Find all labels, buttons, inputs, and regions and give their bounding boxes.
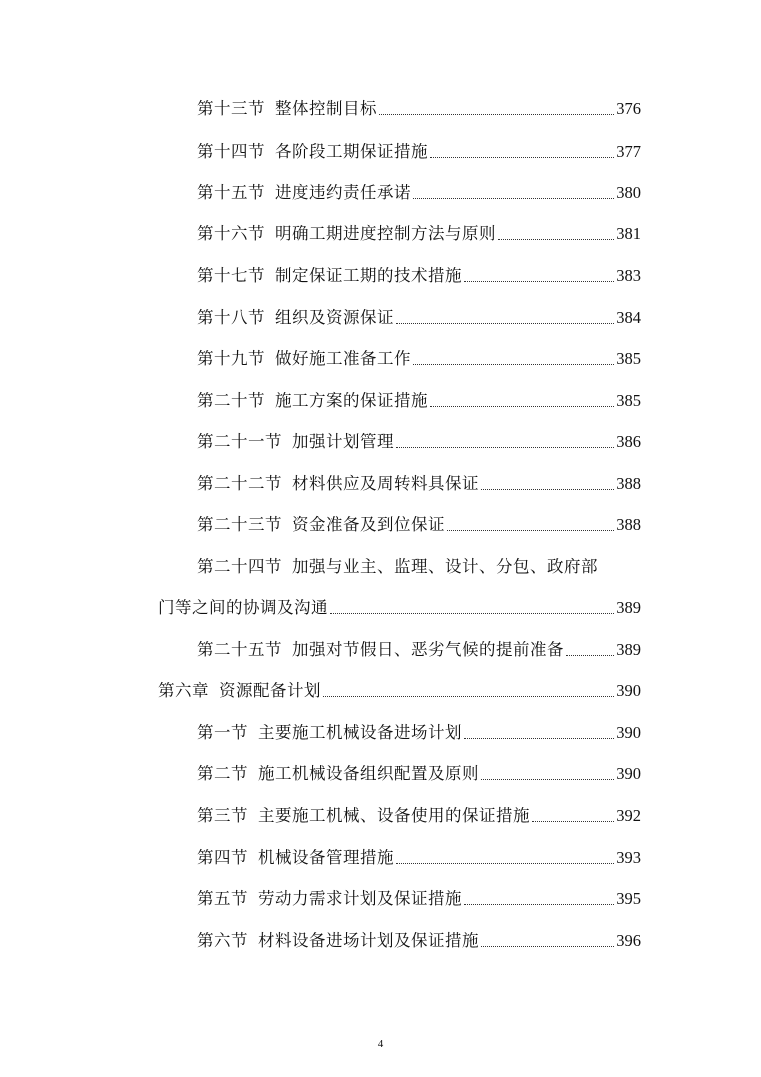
- toc-entry-title: 加强计划管理: [292, 432, 394, 451]
- toc-entry-page: 388: [616, 515, 641, 534]
- toc-entry-number: 第六节: [197, 931, 248, 950]
- dot-leader: [413, 363, 614, 365]
- toc-entry[interactable]: [197, 472, 641, 496]
- toc-entry-title: 整体控制目标: [275, 99, 377, 118]
- toc-entry[interactable]: [197, 264, 641, 288]
- dot-leader: [481, 778, 614, 780]
- toc-entry[interactable]: [197, 887, 641, 911]
- toc-entry-title: 组织及资源保证: [275, 308, 394, 327]
- toc-entry-number: 第十七节: [197, 266, 265, 285]
- toc-entry-number: 第十五节: [197, 183, 265, 202]
- toc-entry-page: 388: [616, 474, 641, 493]
- toc-entry-number: 第十四节: [197, 142, 265, 161]
- toc-entry-page: 386: [616, 432, 641, 451]
- toc-entry-number: 第五节: [197, 889, 248, 908]
- toc-entry-title: 明确工期进度控制方法与原则: [275, 224, 496, 243]
- toc-entry-number: 第十八节: [197, 308, 265, 327]
- toc-entry-page: 389: [616, 640, 641, 659]
- toc-entry-title: 材料设备进场计划及保证措施: [258, 931, 479, 950]
- toc-entry-title: 施工方案的保证措施: [275, 391, 428, 410]
- toc-entry-page: 393: [616, 848, 641, 867]
- toc-entry-title: 进度违约责任承诺: [275, 183, 411, 202]
- dot-leader: [464, 280, 614, 282]
- toc-entry-title: 加强对节假日、恶劣气候的提前准备: [292, 640, 564, 659]
- toc-entry[interactable]: [197, 97, 641, 121]
- toc-entry-title: 做好施工准备工作: [275, 349, 411, 368]
- toc-entry-title: 制定保证工期的技术措施: [275, 266, 462, 285]
- toc-entry-number: 第二十四节: [197, 557, 282, 576]
- toc-entry[interactable]: [197, 638, 641, 662]
- toc-entry-number: 第十九节: [197, 349, 265, 368]
- toc-entry-title: 资金准备及到位保证: [292, 515, 445, 534]
- dot-leader: [396, 446, 614, 448]
- toc-entry[interactable]: [197, 846, 641, 870]
- toc-entry[interactable]: [197, 222, 641, 246]
- dot-leader: [396, 862, 614, 864]
- toc-entry-page: 390: [616, 764, 641, 783]
- toc-entry-page: 376: [616, 99, 641, 118]
- toc-entry[interactable]: [197, 306, 641, 330]
- dot-leader: [481, 945, 614, 947]
- toc-entry-page: 390: [616, 723, 641, 742]
- toc-entry-title: 主要施工机械、设备使用的保证措施: [258, 806, 530, 825]
- toc-entry-title: 机械设备管理措施: [258, 848, 394, 867]
- toc-entry-page: 395: [616, 889, 641, 908]
- toc-entry-number: 第十三节: [197, 99, 265, 118]
- toc-entry-page: 396: [616, 931, 641, 950]
- toc-entry-number: 第二十三节: [197, 515, 282, 534]
- toc-entry[interactable]: [197, 513, 641, 537]
- toc-entry-number: 第二十一节: [197, 432, 282, 451]
- toc-entry[interactable]: [197, 762, 641, 786]
- toc-entry-page: 392: [616, 806, 641, 825]
- toc-entry[interactable]: [197, 721, 641, 745]
- toc-chapter-entry[interactable]: [158, 679, 641, 703]
- toc-chapter-title: 资源配备计划: [219, 681, 321, 700]
- toc-entry-title: 各阶段工期保证措施: [275, 142, 428, 161]
- toc-entry-number: 第二十五节: [197, 640, 282, 659]
- dot-leader: [464, 903, 614, 905]
- dot-leader: [498, 238, 614, 240]
- toc-entry-page: 383: [616, 266, 641, 285]
- toc-entry-title: 施工机械设备组织配置及原则: [258, 764, 479, 783]
- toc-entry-title: 劳动力需求计划及保证措施: [258, 889, 462, 908]
- toc-entry[interactable]: [197, 347, 641, 371]
- dot-leader: [464, 737, 614, 739]
- dot-leader: [566, 654, 614, 656]
- toc-entry[interactable]: [197, 140, 641, 164]
- toc-entry-number: 第三节: [197, 806, 248, 825]
- dot-leader: [413, 197, 614, 199]
- toc-entry-page: 381: [616, 224, 641, 243]
- toc-entry-wrapped-first-line[interactable]: [197, 555, 641, 579]
- toc-entry-number: 第十六节: [197, 224, 265, 243]
- toc-entry-page: 389: [616, 598, 641, 617]
- toc-entry-number: 第二节: [197, 764, 248, 783]
- toc-entry-title-continued: 门等之间的协调及沟通: [158, 598, 328, 617]
- dot-leader: [396, 322, 614, 324]
- toc-entry[interactable]: [197, 389, 641, 413]
- toc-entry-number: 第二十二节: [197, 474, 282, 493]
- toc-entry[interactable]: [197, 804, 641, 828]
- toc-entry-page: 385: [616, 349, 641, 368]
- toc-chapter-number: 第六章: [158, 681, 209, 700]
- toc-entry-wrapped-second-line[interactable]: [158, 596, 641, 620]
- toc-entry[interactable]: [197, 430, 641, 454]
- dot-leader: [447, 529, 614, 531]
- dot-leader: [323, 695, 614, 697]
- toc-entry-page: 390: [616, 681, 641, 700]
- dot-leader: [379, 113, 614, 115]
- page-number: 4: [377, 1038, 384, 1050]
- toc-entry[interactable]: [197, 181, 641, 205]
- dot-leader: [430, 405, 614, 407]
- toc-entry-title: 主要施工机械设备进场计划: [258, 723, 462, 742]
- toc-entry-number: 第一节: [197, 723, 248, 742]
- toc-entry-page: 384: [616, 308, 641, 327]
- dot-leader: [532, 820, 614, 822]
- toc-entry-title: 材料供应及周转料具保证: [292, 474, 479, 493]
- toc-entry-page: 377: [616, 142, 641, 161]
- toc-entry-number: 第四节: [197, 848, 248, 867]
- toc-entry-title: 加强与业主、监理、设计、分包、政府部: [292, 557, 598, 576]
- dot-leader: [430, 156, 614, 158]
- dot-leader: [330, 612, 614, 614]
- dot-leader: [481, 488, 614, 490]
- toc-entry[interactable]: [197, 929, 641, 953]
- toc-entry-number: 第二十节: [197, 391, 265, 410]
- toc-entry-page: 380: [616, 183, 641, 202]
- toc-entry-page: 385: [616, 391, 641, 410]
